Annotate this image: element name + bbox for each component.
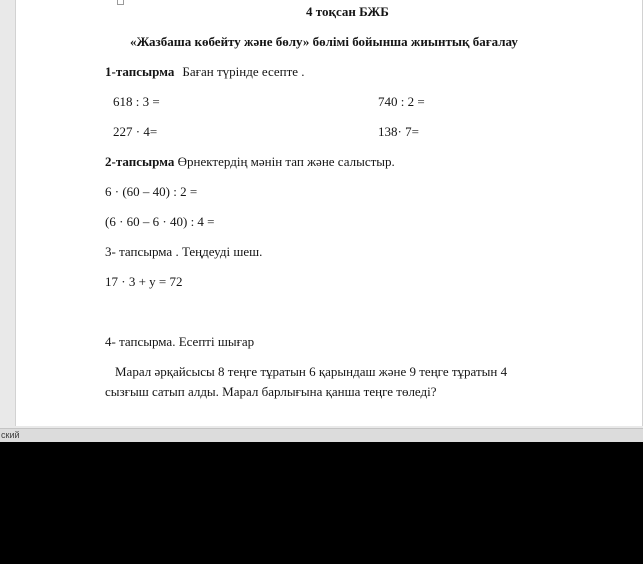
task3-equation: 17 · 3 + у = 72 [105,274,183,289]
task1-instruction: Баған түрінде есепте . [182,64,305,79]
document-subtitle: «Жазбаша көбейту және бөлу» бөлімі бойынша жиынтық бағалау [130,34,518,49]
task1-expression-2: 740 : 2 = [378,94,425,109]
task4-heading: 4- тапсырма. Есепті шығар [105,334,255,349]
task1-label: 1-тапсырма [105,64,175,79]
task4-problem-line-2: сызғыш сатып алды. Марал барлығына қанша теңге төледі? [105,384,437,399]
task2-expression-1: 6 · (60 – 40) : 2 = [105,184,198,199]
task4-problem-line-1: Марал әрқайсысы 8 теңге тұратын 6 қарындаш және 9 теңге тұратын 4 [115,364,508,379]
task3-heading: 3- тапсырма . Теңдеуді шеш. [105,244,263,259]
task1-expression-3: 227 · 4= [113,124,158,139]
task2-line [105,154,395,170]
layout-handle[interactable] [117,0,124,5]
language-indicator[interactable]: ский [1,430,20,440]
task1-expression-4: 138· 7= [378,124,419,139]
task1-expression-1: 618 : 3 = [113,94,160,109]
task2-label: 2-тапсырма [105,154,175,169]
task2-expression-2: (6 · 60 – 6 · 40) : 4 = [105,214,215,229]
document-title: 4 тоқсан БЖБ [306,4,389,19]
task2-instruction: Өрнектердің мәнін тап және салыстыр. [177,154,395,169]
document-page [15,0,643,426]
status-bar [0,428,643,442]
task1-line [105,64,305,80]
